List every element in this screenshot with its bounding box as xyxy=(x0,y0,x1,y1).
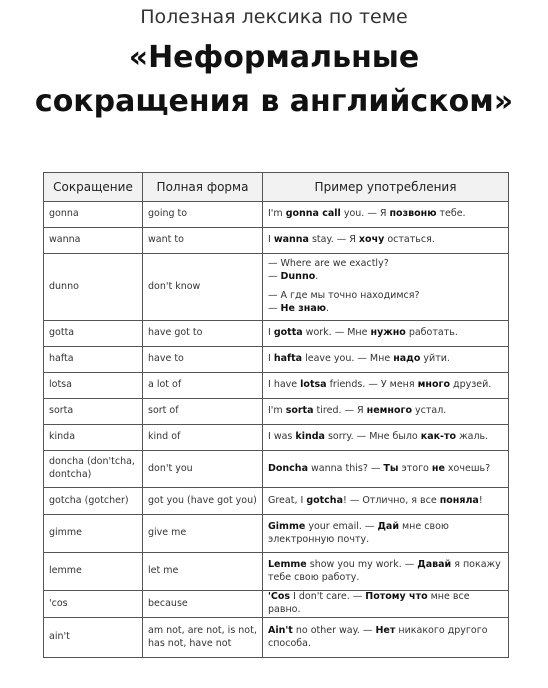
example-part: этого xyxy=(398,462,432,474)
example-line xyxy=(268,258,503,271)
example-bold-part: Дай xyxy=(377,520,399,532)
abbreviation-cell: wanna xyxy=(44,228,143,254)
example-part: друзей. xyxy=(450,379,492,391)
table-row xyxy=(44,591,509,618)
example-part: я покажу тебе свою работу. xyxy=(268,558,501,583)
example-part: wanna this? — xyxy=(307,462,384,474)
example-bold-part: Dunno xyxy=(280,271,316,283)
example-bold-part: Нет xyxy=(375,624,396,636)
abbreviation-cell: lotsa xyxy=(44,373,143,399)
example-bold-part: Потому что xyxy=(365,591,428,603)
example-part: no other way. — xyxy=(292,624,376,636)
table-row xyxy=(44,553,509,591)
example-part: никакого другого способа. xyxy=(268,624,488,649)
full-form-cell: have to xyxy=(143,347,263,373)
full-form-cell: got you (have got you) xyxy=(143,488,263,515)
example-part: уйти. xyxy=(420,353,450,365)
example-cell xyxy=(263,347,509,373)
full-form-cell: give me xyxy=(143,515,263,553)
example-bold-part: хочу xyxy=(358,234,385,246)
example-part: show you my work. — xyxy=(306,558,418,570)
abbreviation-cell: 'cos xyxy=(44,591,143,618)
example-part: I was xyxy=(268,431,296,443)
example-bold-part: немного xyxy=(366,405,413,417)
example-bold-part: gotcha xyxy=(306,494,343,506)
example-dialog-block xyxy=(268,258,503,284)
example-bold-part: Doncha xyxy=(268,462,308,474)
example-cell xyxy=(263,228,509,254)
example-bold-part: Ты xyxy=(383,462,399,474)
example-bold-part: 'Cos xyxy=(268,591,291,603)
abbreviation-cell: hafta xyxy=(44,347,143,373)
example-bold-part: Давай xyxy=(417,558,452,570)
example-bold-part: как-то xyxy=(420,431,457,443)
example-part: friends. — У меня xyxy=(326,379,418,391)
example-part: sorry. — Мне было xyxy=(324,431,421,443)
example-bold-part: hafta xyxy=(273,353,303,365)
example-part: leave you. — Мне xyxy=(302,353,394,365)
example-dialog-block xyxy=(268,290,503,316)
example-part: — xyxy=(268,271,281,283)
example-cell xyxy=(263,254,509,321)
example-part: — А где мы точно находимся? xyxy=(268,290,420,301)
example-cell xyxy=(263,373,509,399)
example-bold-part: kinda xyxy=(295,431,325,443)
example-line xyxy=(268,303,503,316)
abbreviation-cell: gimme xyxy=(44,515,143,553)
example-bold-part: gotta xyxy=(273,327,303,339)
full-form-cell: don't you xyxy=(143,451,263,488)
table-row xyxy=(44,254,509,321)
table-header-row xyxy=(44,173,509,202)
example-cell xyxy=(263,202,509,228)
example-part: I xyxy=(268,234,274,246)
abbreviation-cell: gonna xyxy=(44,202,143,228)
full-form-cell: going to xyxy=(143,202,263,228)
example-part: тебе. xyxy=(436,208,466,220)
example-bold-part: Gimme xyxy=(268,520,306,532)
example-part: остаться. xyxy=(384,234,435,246)
full-form-cell: a lot of xyxy=(143,373,263,399)
example-part: stay. — Я xyxy=(308,234,359,246)
example-bold-part: позвоню xyxy=(389,208,437,220)
example-cell xyxy=(263,321,509,347)
example-part: — xyxy=(268,302,281,314)
example-cell xyxy=(263,591,509,618)
example-cell xyxy=(263,425,509,451)
example-bold-part: надо xyxy=(393,353,421,365)
example-part: I xyxy=(268,327,274,339)
table-row xyxy=(44,488,509,515)
example-part: мне свою электронную почту. xyxy=(268,520,449,545)
abbreviation-cell: lemme xyxy=(44,553,143,591)
example-bold-part: Не знаю xyxy=(280,302,326,314)
example-cell xyxy=(263,488,509,515)
example-part: work. — Мне xyxy=(302,327,371,339)
example-part: жаль. xyxy=(456,431,489,443)
example-bold-part: gonna call xyxy=(285,208,341,220)
vocabulary-table xyxy=(43,172,509,658)
table-row xyxy=(44,321,509,347)
example-part: ! — Отлично, я все xyxy=(343,494,440,506)
full-form-cell: because xyxy=(143,591,263,618)
full-form-cell: have got to xyxy=(143,321,263,347)
example-line xyxy=(268,271,503,284)
example-bold-part: не xyxy=(431,462,445,474)
example-bold-part: много xyxy=(417,379,450,391)
example-cell xyxy=(263,399,509,425)
example-part: ! xyxy=(478,494,483,506)
example-part: tired. — Я xyxy=(313,405,367,417)
abbreviation-cell: ain't xyxy=(44,618,143,658)
full-form-cell: am not, are not, is not, has not, have not xyxy=(143,618,263,658)
full-form-cell: sort of xyxy=(143,399,263,425)
example-bold-part: нужно xyxy=(370,327,406,339)
page-title-line-2: сокращения в английском» xyxy=(34,84,514,119)
example-cell xyxy=(263,451,509,488)
example-part: хочешь? xyxy=(444,462,491,474)
example-part: Great, I xyxy=(268,494,307,506)
example-bold-part: поняла xyxy=(439,494,479,506)
example-part: I xyxy=(268,353,274,365)
example-part: I'm xyxy=(268,208,286,220)
example-part: your email. — xyxy=(305,520,378,532)
header-example: Пример употребления xyxy=(263,173,509,202)
abbreviation-cell: sorta xyxy=(44,399,143,425)
table-row xyxy=(44,347,509,373)
full-form-cell: let me xyxy=(143,553,263,591)
example-cell xyxy=(263,515,509,553)
example-bold-part: Lemme xyxy=(268,558,307,570)
table-row xyxy=(44,618,509,658)
example-bold-part: sorta xyxy=(285,405,314,417)
table-row xyxy=(44,425,509,451)
example-part: работать. xyxy=(405,327,458,339)
example-bold-part: lotsa xyxy=(300,379,327,391)
page-title xyxy=(0,36,548,124)
abbreviation-cell: dunno xyxy=(44,254,143,321)
example-part: . xyxy=(315,271,319,283)
table-row xyxy=(44,399,509,425)
full-form-cell: want to xyxy=(143,228,263,254)
example-part: I don't care. — xyxy=(290,591,366,603)
example-part: устал. xyxy=(412,405,447,417)
example-bold-part: wanna xyxy=(273,234,309,246)
example-line xyxy=(268,290,503,303)
table-row xyxy=(44,202,509,228)
full-form-cell: don't know xyxy=(143,254,263,321)
example-cell xyxy=(263,553,509,591)
abbreviation-cell: gotta xyxy=(44,321,143,347)
abbreviation-cell: doncha (don'tcha, dontcha) xyxy=(44,451,143,488)
header-full-form: Полная форма xyxy=(143,173,263,202)
abbreviation-cell: kinda xyxy=(44,425,143,451)
table-row xyxy=(44,228,509,254)
example-part: I have xyxy=(268,379,301,391)
header-abbreviation: Сокращение xyxy=(44,173,143,202)
example-part: . xyxy=(325,302,329,314)
example-part: мне все равно. xyxy=(268,591,470,615)
table-row xyxy=(44,451,509,488)
page-title-line-1: «Неформальные xyxy=(128,40,420,75)
table-row xyxy=(44,515,509,553)
example-part: I'm xyxy=(268,405,286,417)
example-part: — Where are we exactly? xyxy=(268,258,389,270)
table-row xyxy=(44,373,509,399)
example-cell xyxy=(263,618,509,658)
abbreviation-cell: gotcha (gotcher) xyxy=(44,488,143,515)
table-body xyxy=(44,202,509,658)
example-bold-part: Ain't xyxy=(268,624,293,636)
example-part: you. — Я xyxy=(340,208,390,220)
page-subtitle: Полезная лексика по теме xyxy=(140,6,408,28)
full-form-cell: kind of xyxy=(143,425,263,451)
